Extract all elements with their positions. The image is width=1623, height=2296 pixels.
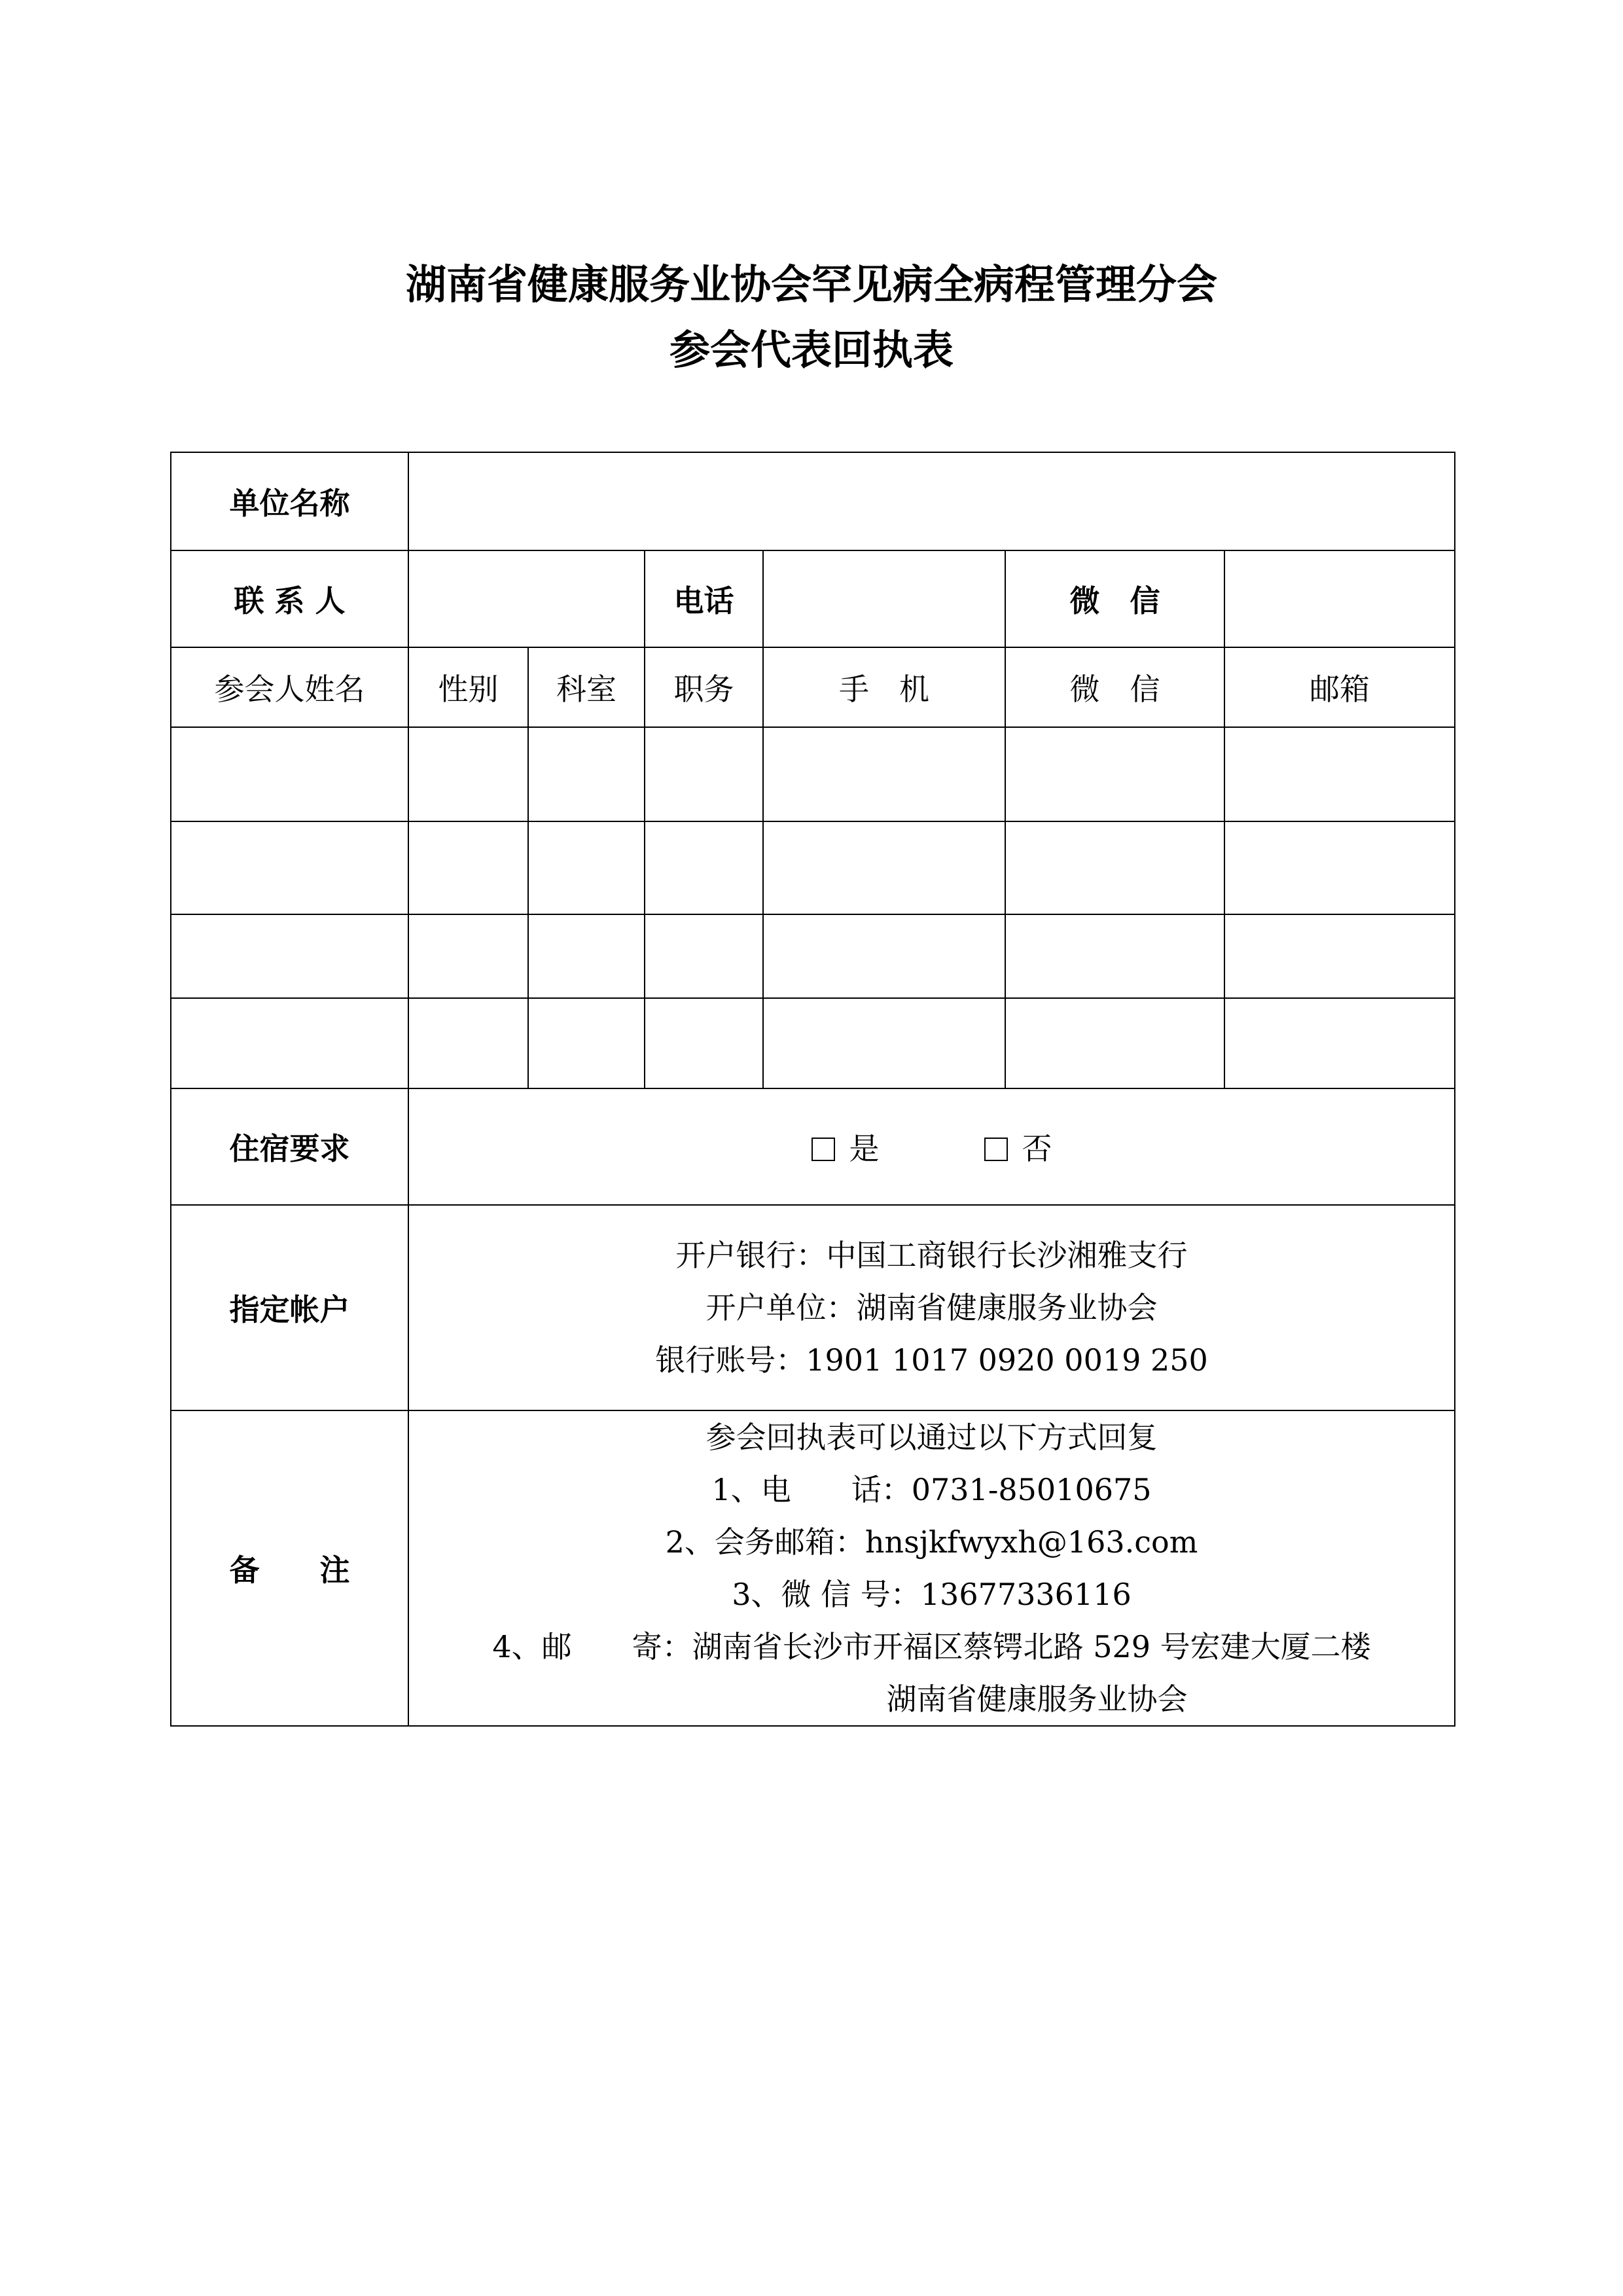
- mobile-cell[interactable]: [763, 914, 1005, 998]
- contact-field[interactable]: [408, 550, 645, 647]
- col-header-name: 参会人姓名: [171, 647, 408, 727]
- attendee-name-cell[interactable]: [171, 727, 408, 821]
- mobile-cell[interactable]: [763, 998, 1005, 1088]
- account-number-line: 银行账号：1901 1017 0920 0019 250: [655, 1342, 1208, 1378]
- account-bank-line: 开户银行：中国工商银行长沙湘雅支行: [675, 1238, 1188, 1273]
- email-cell[interactable]: [1224, 914, 1455, 998]
- table-row: [171, 914, 1455, 998]
- account-label: 指定帐户: [171, 1205, 408, 1410]
- department-cell[interactable]: [528, 821, 645, 914]
- document-subtitle: 参会代表回执表: [669, 326, 954, 374]
- position-cell[interactable]: [645, 914, 763, 998]
- attendee-name-cell[interactable]: [171, 998, 408, 1088]
- email-cell[interactable]: [1224, 821, 1455, 914]
- gender-cell[interactable]: [408, 998, 528, 1088]
- notes-mail-line: 4、邮 寄：湖南省长沙市开福区蔡锷北路 529 号宏建大厦二楼: [492, 1629, 1371, 1664]
- attendee-name-cell[interactable]: [171, 821, 408, 914]
- wechat-cell[interactable]: [1005, 727, 1224, 821]
- lodging-options: [408, 1088, 1455, 1205]
- position-cell[interactable]: [645, 998, 763, 1088]
- wechat-cell[interactable]: [1005, 914, 1224, 998]
- lodging-yes-label: 是: [849, 1131, 880, 1166]
- position-cell[interactable]: [645, 821, 763, 914]
- attendee-name-cell[interactable]: [171, 914, 408, 998]
- notes-email-line: 2、会务邮箱：hnsjkfwyxh@163.com: [665, 1524, 1198, 1560]
- gender-cell[interactable]: [408, 914, 528, 998]
- wechat-cell[interactable]: [1005, 821, 1224, 914]
- email-cell[interactable]: [1224, 998, 1455, 1088]
- department-cell[interactable]: [528, 998, 645, 1088]
- table-row: [171, 821, 1455, 914]
- department-cell[interactable]: [528, 727, 645, 821]
- col-header-wechat: 微 信: [1005, 647, 1224, 727]
- table-row: [171, 998, 1455, 1088]
- notes-label: 备 注: [171, 1410, 408, 1726]
- gender-cell[interactable]: [408, 821, 528, 914]
- contact-label: 联 系 人: [171, 550, 408, 647]
- lodging-no-option[interactable]: [984, 1131, 1052, 1166]
- col-header-department: 科室: [528, 647, 645, 727]
- wechat-cell[interactable]: [1005, 998, 1224, 1088]
- department-cell[interactable]: [528, 914, 645, 998]
- notes-info: [408, 1410, 1455, 1726]
- position-cell[interactable]: [645, 727, 763, 821]
- document-title: 湖南省健康服务业协会罕见病全病程管理分会: [405, 260, 1217, 308]
- account-info: [408, 1205, 1455, 1410]
- wechat-field[interactable]: [1224, 550, 1455, 647]
- col-header-position: 职务: [645, 647, 763, 727]
- registration-form-table: [170, 452, 1455, 1727]
- phone-label: 电话: [645, 550, 763, 647]
- col-header-email: 邮箱: [1224, 647, 1455, 727]
- lodging-label: 住宿要求: [171, 1088, 408, 1205]
- checkbox-no[interactable]: [984, 1138, 1008, 1161]
- unit-name-field[interactable]: [408, 452, 1455, 550]
- mobile-cell[interactable]: [763, 727, 1005, 821]
- col-header-mobile: 手 机: [763, 647, 1005, 727]
- lodging-no-label: 否: [1022, 1131, 1052, 1166]
- lodging-yes-option[interactable]: [812, 1131, 880, 1166]
- unit-name-label: 单位名称: [171, 452, 408, 550]
- account-holder-line: 开户单位：湖南省健康服务业协会: [705, 1290, 1158, 1325]
- checkbox-yes[interactable]: [812, 1138, 835, 1161]
- phone-field[interactable]: [763, 550, 1005, 647]
- notes-intro-line: 参会回执表可以通过以下方式回复: [705, 1420, 1158, 1455]
- mobile-cell[interactable]: [763, 821, 1005, 914]
- notes-phone-line: 1、电 话：0731-85010675: [711, 1472, 1152, 1507]
- col-header-gender: 性别: [408, 647, 528, 727]
- notes-mail-recipient-line: 湖南省健康服务业协会: [886, 1681, 1188, 1717]
- gender-cell[interactable]: [408, 727, 528, 821]
- notes-wechat-line: 3、微 信 号：13677336116: [732, 1577, 1132, 1612]
- table-row: [171, 727, 1455, 821]
- wechat-label: 微 信: [1005, 550, 1224, 647]
- email-cell[interactable]: [1224, 727, 1455, 821]
